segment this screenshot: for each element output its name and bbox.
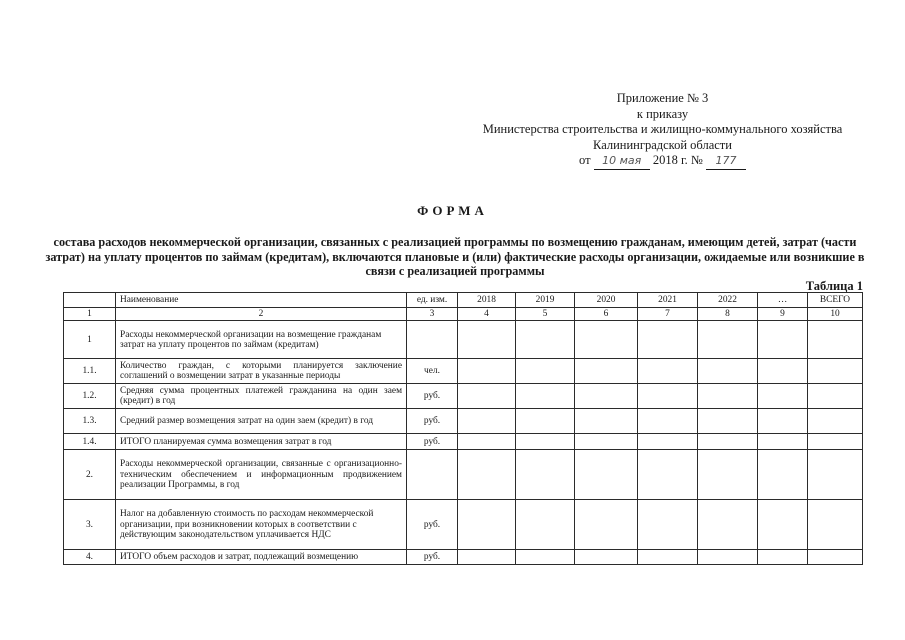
- appendix-header: [440, 91, 885, 170]
- column-number: 7: [638, 308, 698, 321]
- header-2019: 2019: [516, 293, 575, 308]
- value-cell: [698, 384, 758, 409]
- value-cell: [516, 409, 575, 434]
- value-cell: [516, 500, 575, 550]
- column-number: 4: [458, 308, 516, 321]
- value-cell: [638, 409, 698, 434]
- row-name: Расходы некоммерческой организации на возмещение гражданам затрат на уплату процентов по займам (кредитам): [116, 321, 407, 359]
- value-cell: [638, 500, 698, 550]
- value-cell: [458, 384, 516, 409]
- row-unit: руб.: [407, 434, 458, 450]
- row-number: 1.1.: [64, 359, 116, 384]
- header-unit: ед. изм.: [407, 293, 458, 308]
- row-name: ИТОГО планируемая сумма возмещения затрат в год: [116, 434, 407, 450]
- appendix-line-2: к приказу: [636, 106, 689, 121]
- appendix-date-line: [579, 153, 746, 170]
- row-number: 3.: [64, 500, 116, 550]
- value-cell: [758, 550, 808, 565]
- appendix-line-4: Калининградской области: [593, 137, 732, 152]
- column-number: 8: [698, 308, 758, 321]
- value-cell: [638, 321, 698, 359]
- value-cell: [758, 434, 808, 450]
- value-cell: [808, 450, 863, 500]
- value-cell: [575, 384, 638, 409]
- value-cell: [808, 384, 863, 409]
- value-cell: [638, 384, 698, 409]
- value-cell: [516, 384, 575, 409]
- column-number: 5: [516, 308, 575, 321]
- row-unit: [407, 321, 458, 359]
- value-cell: [458, 450, 516, 500]
- row-name: Средний размер возмещения затрат на один заем (кредит) в год: [116, 409, 407, 434]
- table-row: [64, 384, 863, 409]
- value-cell: [698, 321, 758, 359]
- row-number: 1.2.: [64, 384, 116, 409]
- value-cell: [698, 550, 758, 565]
- row-name: Средняя сумма процентных платежей гражданина на один заем (кредит) в год: [116, 384, 407, 409]
- value-cell: [516, 321, 575, 359]
- row-unit: руб.: [407, 550, 458, 565]
- value-cell: [575, 434, 638, 450]
- row-number: 4.: [64, 550, 116, 565]
- header-2022: 2022: [698, 293, 758, 308]
- table-row: [64, 434, 863, 450]
- value-cell: [808, 321, 863, 359]
- value-cell: [575, 500, 638, 550]
- value-cell: [638, 550, 698, 565]
- column-number: 3: [407, 308, 458, 321]
- value-cell: [698, 450, 758, 500]
- row-name: Налог на добавленную стоимость по расходам некоммерческой организации, при возникновении которых в соответствии с действующим законодательством уплачивается НДС: [116, 500, 407, 550]
- value-cell: [458, 500, 516, 550]
- value-cell: [758, 321, 808, 359]
- value-cell: [575, 321, 638, 359]
- value-cell: [808, 359, 863, 384]
- table-row: [64, 359, 863, 384]
- value-cell: [638, 450, 698, 500]
- value-cell: [758, 450, 808, 500]
- value-cell: [575, 359, 638, 384]
- table-row: [64, 409, 863, 434]
- row-unit: руб.: [407, 500, 458, 550]
- value-cell: [516, 450, 575, 500]
- form-title: ФОРМА: [417, 203, 488, 218]
- column-number: 9: [758, 308, 808, 321]
- value-cell: [808, 500, 863, 550]
- value-cell: [758, 500, 808, 550]
- expense-table: [63, 292, 863, 565]
- row-number: 1: [64, 321, 116, 359]
- value-cell: [698, 434, 758, 450]
- value-cell: [458, 434, 516, 450]
- value-cell: [458, 359, 516, 384]
- header-2020: 2020: [575, 293, 638, 308]
- date-prefix: от: [579, 153, 591, 168]
- row-number: 2.: [64, 450, 116, 500]
- table-row: [64, 321, 863, 359]
- appendix-line-1: Приложение № 3: [616, 91, 709, 105]
- column-number: 2: [116, 308, 407, 321]
- appendix-line-3: Министерства строительства и жилищно-коммунального хозяйства: [482, 122, 843, 137]
- header-2018: 2018: [458, 293, 516, 308]
- row-unit: чел.: [407, 359, 458, 384]
- form-subtitle: состава расходов некоммерческой организации, связанных с реализацией программы по возмещению гражданам, имеющим детей, затрат (части затрат) на уплату процентов по займам (кредитам), включаются плановые и (или) фактические расходы организации, ожидаемые или возникшие в связи с реализацией программы: [45, 235, 865, 278]
- table-header-row: [64, 293, 863, 308]
- header-num: [64, 293, 116, 308]
- column-number: 10: [808, 308, 863, 321]
- row-name: Расходы некоммерческой организации, связанные с организационно-техническим обеспечением и информационным продвижением реализации Программы, в год: [116, 450, 407, 500]
- value-cell: [638, 434, 698, 450]
- value-cell: [575, 450, 638, 500]
- row-number: 1.3.: [64, 409, 116, 434]
- table-label: Таблица 1: [805, 279, 863, 293]
- value-cell: [458, 409, 516, 434]
- value-cell: [458, 550, 516, 565]
- row-number: 1.4.: [64, 434, 116, 450]
- value-cell: [698, 359, 758, 384]
- row-unit: руб.: [407, 384, 458, 409]
- value-cell: [758, 359, 808, 384]
- value-cell: [575, 409, 638, 434]
- header-total: ВСЕГО: [808, 293, 863, 308]
- value-cell: [516, 434, 575, 450]
- table-row: [64, 550, 863, 565]
- value-cell: [516, 359, 575, 384]
- row-name: ИТОГО объем расходов и затрат, подлежащий возмещению: [116, 550, 407, 565]
- value-cell: [758, 384, 808, 409]
- date-suffix: 2018 г. №: [652, 153, 703, 168]
- value-cell: [698, 409, 758, 434]
- header-2021: 2021: [638, 293, 698, 308]
- value-cell: [638, 359, 698, 384]
- row-unit: руб.: [407, 409, 458, 434]
- column-number-row: [64, 308, 863, 321]
- handwritten-order-number: 177: [706, 153, 746, 170]
- value-cell: [575, 550, 638, 565]
- header-name: Наименование: [116, 293, 407, 308]
- row-name: Количество граждан, с которыми планируется заключение соглашений о возмещении затрат в указанные периоды: [116, 359, 407, 384]
- value-cell: [516, 550, 575, 565]
- table-row: [64, 450, 863, 500]
- column-number: 1: [64, 308, 116, 321]
- value-cell: [808, 550, 863, 565]
- value-cell: [808, 409, 863, 434]
- column-number: 6: [575, 308, 638, 321]
- value-cell: [458, 321, 516, 359]
- value-cell: [808, 434, 863, 450]
- handwritten-date: 10 мая: [594, 153, 650, 170]
- value-cell: [758, 409, 808, 434]
- value-cell: [698, 500, 758, 550]
- table-row: [64, 500, 863, 550]
- header-ellipsis: …: [758, 293, 808, 308]
- row-unit: [407, 450, 458, 500]
